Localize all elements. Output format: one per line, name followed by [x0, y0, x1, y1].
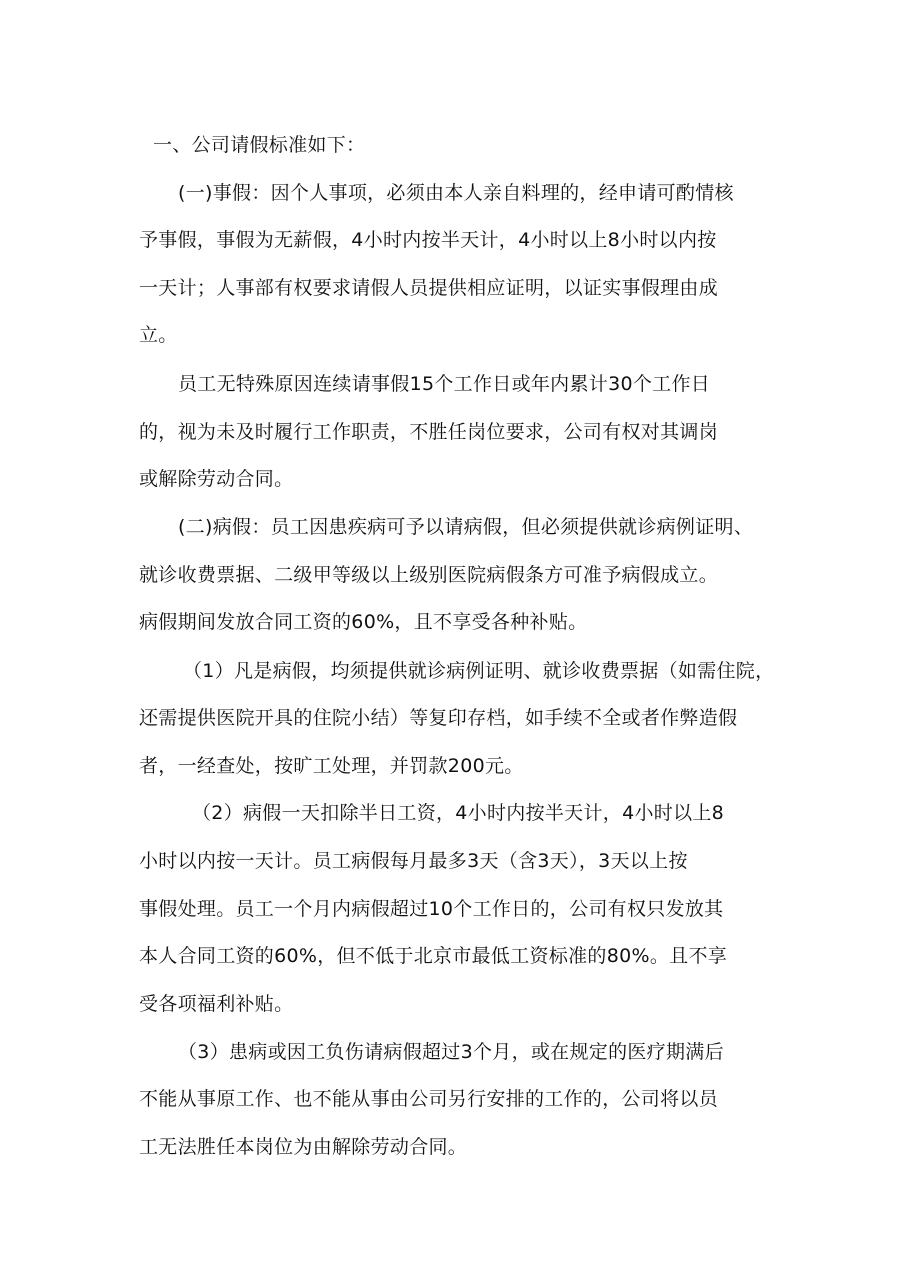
text-line: 或解除劳动合同。 — [139, 468, 294, 490]
text-line: 还需提供医院开具的住院小结）等复印存档，如手续不全或者作弊造假 — [139, 707, 738, 729]
text-line: 员工无特殊原因连续请事假15个工作日或年内累计30个工作日 — [178, 373, 711, 395]
text-line: 一天计；人事部有权要求请假人员提供相应证明，以证实事假理由成 — [139, 277, 719, 299]
text-line: 受各项福利补贴。 — [139, 993, 294, 1015]
text-line: (一)事假：因个人事项，必须由本人亲自料理的，经申请可酌情核 — [178, 182, 734, 204]
text-line: （3）患病或因工负伤请病假超过3个月，或在规定的医疗期满后 — [178, 1041, 724, 1063]
text-line: （1）凡是病假，均须提供就诊病例证明、就诊收费票据（如需住院， — [183, 660, 775, 682]
text-line: 小时以内按一天计。员工病假每月最多3天（含3天），3天以上按 — [139, 850, 688, 872]
text-line: (二)病假：员工因患疾病可予以请病假，但必须提供就诊病例证明、 — [178, 516, 754, 538]
text-line: 者，一经查处，按旷工处理，并罚款200元。 — [139, 755, 524, 777]
text-line: 就诊收费票据、二级甲等级以上级别医院病假条方可准予病假成立。 — [139, 564, 719, 586]
text-line: 立。 — [139, 324, 178, 346]
text-line: 不能从事原工作、也不能从事由公司另行安排的工作的，公司将以员 — [139, 1088, 719, 1110]
text-line: 予事假，事假为无薪假，4小时内按半天计，4小时以上8小时以内按 — [139, 229, 717, 251]
text-line: 工无法胜任本岗位为由解除劳动合同。 — [139, 1136, 468, 1158]
text-line: 本人合同工资的60%，但不低于北京市最低工资标准的80%。且不享 — [139, 945, 728, 967]
text-line: 病假期间发放合同工资的60%，且不享受各种补贴。 — [139, 611, 588, 633]
text-line: （2）病假一天扣除半日工资，4小时内按半天计，4小时以上8 — [192, 802, 725, 824]
text-line: 事假处理。员工一个月内病假超过10个工作日的，公司有权只发放其 — [139, 898, 724, 920]
section-heading: 一、公司请假标准如下： — [153, 134, 366, 156]
text-line: 的，视为未及时履行工作职责，不胜任岗位要求，公司有权对其调岗 — [139, 421, 719, 443]
